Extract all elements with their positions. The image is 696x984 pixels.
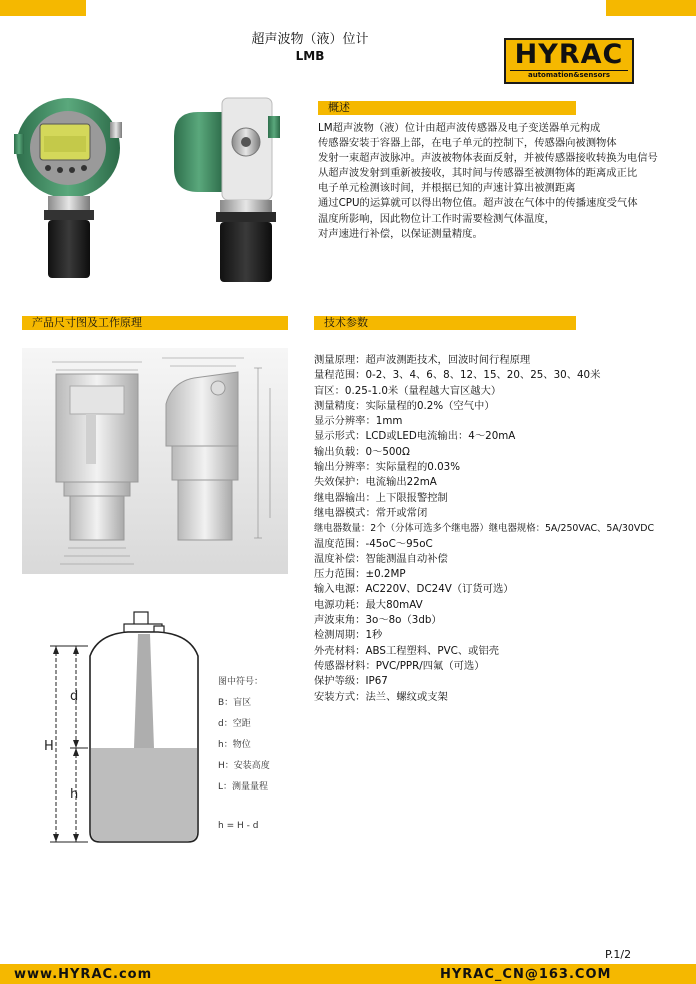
footer-email-link[interactable]: HYRAC_CN@163.COM xyxy=(440,967,612,982)
spec-item: 温度补偿：智能测温自动补偿 xyxy=(314,552,448,565)
spec-item: 继电器数量：2个（分体可选多个继电器）继电器规格：5A/250VAC、5A/30VDC xyxy=(314,523,655,535)
spec-item: 继电器模式：常开或常闭 xyxy=(314,506,428,519)
product-photo-integrated xyxy=(10,96,140,282)
product-photo-side xyxy=(164,96,294,286)
top-accent-bar-left xyxy=(0,0,86,16)
logo-wordmark: HYRAC xyxy=(514,39,624,70)
overview-line: 从超声波发射到重新被接收，其时间与传感器至被测物体的距离成正比 xyxy=(318,167,638,180)
spec-item: 安装方式：法兰、螺纹或支架 xyxy=(314,690,448,703)
section-header-dimensions: 产品尺寸图及工作原理 xyxy=(22,316,288,330)
overview-line: 传感器安装于容器上部，在电子单元的控制下，传感器向被测物体 xyxy=(318,137,617,150)
diagram-legend xyxy=(218,672,270,837)
spec-item: 外壳材料：ABS工程塑料、PVC、或铝壳 xyxy=(314,644,500,657)
spec-item: 电源功耗：最大80mAV xyxy=(314,598,423,611)
section-header-overview: 概述 xyxy=(318,101,576,115)
overview-line: 温度所影响，因此物位计工作时需要检测气体温度， xyxy=(318,212,555,225)
spec-item: 传感器材料：PVC/PPR/四氟（可选） xyxy=(314,659,485,672)
spec-item: 声波束角：3o～8o（3db） xyxy=(314,614,442,627)
spec-list xyxy=(314,353,684,705)
top-accent-bar-right xyxy=(606,0,696,16)
legend-item: d：空距 xyxy=(218,719,251,729)
label-H: H xyxy=(44,739,54,754)
legend-title: 图中符号： xyxy=(218,677,264,687)
label-d: d xyxy=(70,689,79,704)
spec-item: 保护等级：IP67 xyxy=(314,675,388,688)
spec-item: 温度范围：-45oC～95oC xyxy=(314,537,433,550)
spec-item: 量程范围：0-2、3、4、6、8、12、15、20、25、30、40米 xyxy=(314,369,601,382)
spec-item: 盲区：0.25-1.0米（量程越大盲区越大） xyxy=(314,384,502,397)
overview-line: 发射一束超声波脉冲。声波被物体表面反射，并被传感器接收转换为电信号 xyxy=(318,152,658,165)
brand-logo xyxy=(504,38,634,84)
legend-item: H：安装高度 xyxy=(218,761,270,771)
footer-website-link[interactable]: www.HYRAC.com xyxy=(14,967,153,982)
section-header-specs: 技术参数 xyxy=(314,316,576,330)
spec-item: 显示分辨率：1mm xyxy=(314,415,403,428)
spec-item: 压力范围：±0.2MP xyxy=(314,568,406,581)
spec-item: 输出负载：0～500Ω xyxy=(314,445,410,458)
page-subtitle: LMB xyxy=(295,49,325,63)
page-title: 超声波物（液）位计 xyxy=(251,32,369,47)
overview-text xyxy=(318,121,668,242)
legend-item: L：测量量程 xyxy=(218,782,269,792)
spec-item: 检测周期：1秒 xyxy=(314,629,383,642)
spec-item: 继电器输出：上下限报警控制 xyxy=(314,491,448,504)
spec-item: 失效保护：电流输出22mA xyxy=(314,476,437,489)
legend-formula: h = H - d xyxy=(218,821,259,831)
label-h: h xyxy=(70,787,79,802)
spec-item: 测量原理：超声波测距技术，回波时间行程原理 xyxy=(314,354,531,366)
legend-item: B：盲区 xyxy=(218,698,252,708)
spec-item: 输入电源：AC220V、DC24V（订货可选） xyxy=(314,583,514,596)
overview-line: 通过CPU的运算就可以得出物位值。超声波在气体中的传播速度受气体 xyxy=(318,197,638,210)
spec-item: 显示形式：LCD或LED电流输出：4～20mA xyxy=(314,430,516,443)
logo-tagline: automation&sensors xyxy=(510,70,628,80)
overview-line: 对声速进行补偿，以保证测量精度。 xyxy=(318,227,483,240)
legend-item: h：物位 xyxy=(218,740,251,750)
spec-item: 输出分辨率：实际量程的0.03% xyxy=(314,461,460,474)
dimension-drawing xyxy=(22,348,288,574)
overview-line: LM超声波物（液）位计由超声波传感器及电子变送器单元构成 xyxy=(318,122,601,134)
working-principle-diagram xyxy=(40,606,210,850)
spec-item: 测量精度：实际量程的0.2%（空气中） xyxy=(314,399,495,412)
page-number: P.1/2 xyxy=(605,948,632,961)
overview-line: 电子单元检测该时间，并根据已知的声速计算出被测距离 xyxy=(318,182,576,195)
